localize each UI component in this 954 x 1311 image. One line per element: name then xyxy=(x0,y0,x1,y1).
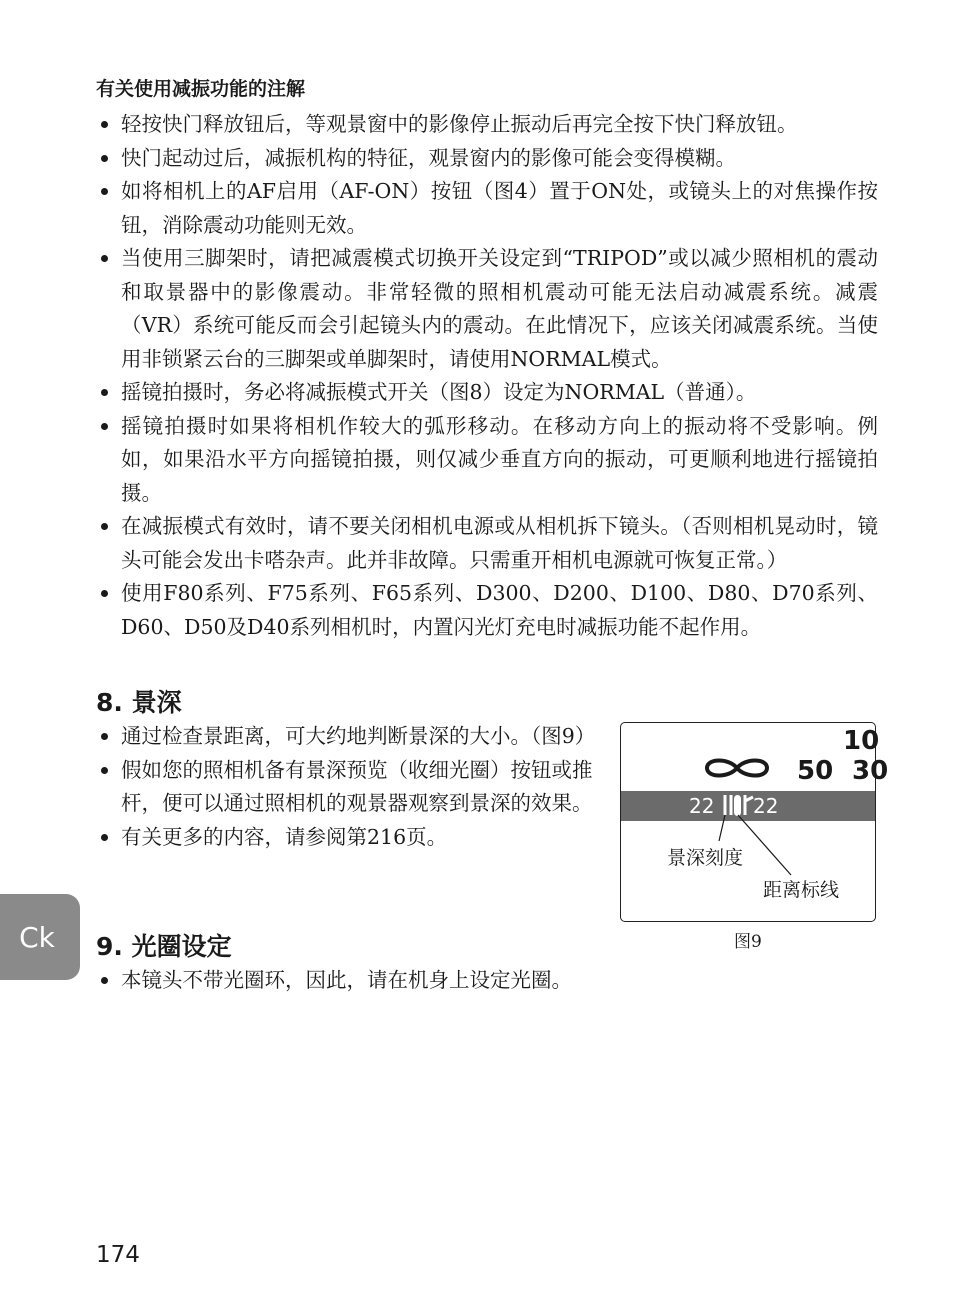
scale-number-30: 30 xyxy=(852,756,889,786)
dof-scale-diagram xyxy=(621,723,889,921)
scale-number-50: 50 xyxy=(797,756,834,786)
distance-index-mark xyxy=(734,795,741,816)
list-item: 当使用三脚架时，请把减震模式切换开关设定到“TRIPOD”或以减少照相机的震动和取景器中的影像震动。非常轻微的照相机震动可能无法启动减震系统。减震（VR）系统可能反而会引起镜头内的震动。在此情况下，应该关闭减震系统。当使用非锁紧云台的三脚架或单脚架时，请使用NORMAL模式。 xyxy=(96,242,878,376)
list-item: 有关更多的内容，请参阅第216页。 xyxy=(96,821,616,855)
list-item: 轻按快门释放钮后，等观景窗中的影像停止振动后再完全按下快门释放钮。 xyxy=(96,108,878,142)
section-title-aperture: 9. 光圈设定 xyxy=(96,932,232,961)
infinity-icon xyxy=(707,761,767,776)
notes-heading: 有关使用减振功能的注解 xyxy=(96,78,306,100)
figure-caption: 图9 xyxy=(734,932,762,952)
list-item: 本镜头不带光圈环，因此，请在机身上设定光圈。 xyxy=(96,964,878,998)
list-item: 如将相机上的AF启用（AF-ON）按钮（图4）置于ON处，或镜头上的对焦操作按钮，消除震动功能则无效。 xyxy=(96,175,878,242)
section-title-depth-of-field: 8. 景深 xyxy=(96,688,182,717)
label-dof-scale: 景深刻度 xyxy=(667,847,744,869)
dof-mark-left: 22 xyxy=(689,794,715,818)
list-item: 使用F80系列、F75系列、F65系列、D300、D200、D100、D80、D70系列、D60、D50及D40系列相机时，内置闪光灯充电时减振功能不起作用。 xyxy=(96,577,878,644)
notes-section xyxy=(96,76,878,644)
section-depth-of-field xyxy=(96,686,616,854)
label-distance-mark: 距离标线 xyxy=(763,879,840,901)
dof-mark-right: 22 xyxy=(753,794,779,818)
leader-line-distance-mark xyxy=(738,815,791,875)
section-aperture-setting xyxy=(96,930,878,998)
page-number: 174 xyxy=(96,1242,140,1268)
list-item: 在减振模式有效时，请不要关闭相机电源或从相机拆下镜头。（否则相机晃动时，镜头可能会发出卡嗒杂声。此并非故障。只需重开相机电源就可恢复正常。） xyxy=(96,510,878,577)
list-item: 假如您的照相机备有景深预览（收细光圈）按钮或推杆，便可以通过照相机的观景器观察到景深的效果。 xyxy=(96,754,616,821)
scale-number-top: 10 xyxy=(843,726,880,756)
list-item: 快门起动过后，减振机构的特征，观景窗内的影像可能会变得模糊。 xyxy=(96,142,878,176)
figure-dof-scale xyxy=(620,722,889,922)
notes-list xyxy=(96,108,878,644)
list-item: 通过检查景距离，可大约地判断景深的大小。（图9） xyxy=(96,720,616,754)
list-item: 摇镜拍摄时如果将相机作较大的弧形移动。在移动方向上的振动将不受影响。例如，如果沿水平方向摇镜拍摄，则仅减少垂直方向的振动，可更顺利地进行摇镜拍摄。 xyxy=(96,410,878,511)
dof-scale-band xyxy=(621,791,875,821)
list-item: 摇镜拍摄时，务必将减振模式开关（图8）设定为NORMAL（普通）。 xyxy=(96,376,878,410)
depth-of-field-list xyxy=(96,720,616,854)
language-tab: Ck xyxy=(0,894,80,980)
aperture-list xyxy=(96,964,878,998)
